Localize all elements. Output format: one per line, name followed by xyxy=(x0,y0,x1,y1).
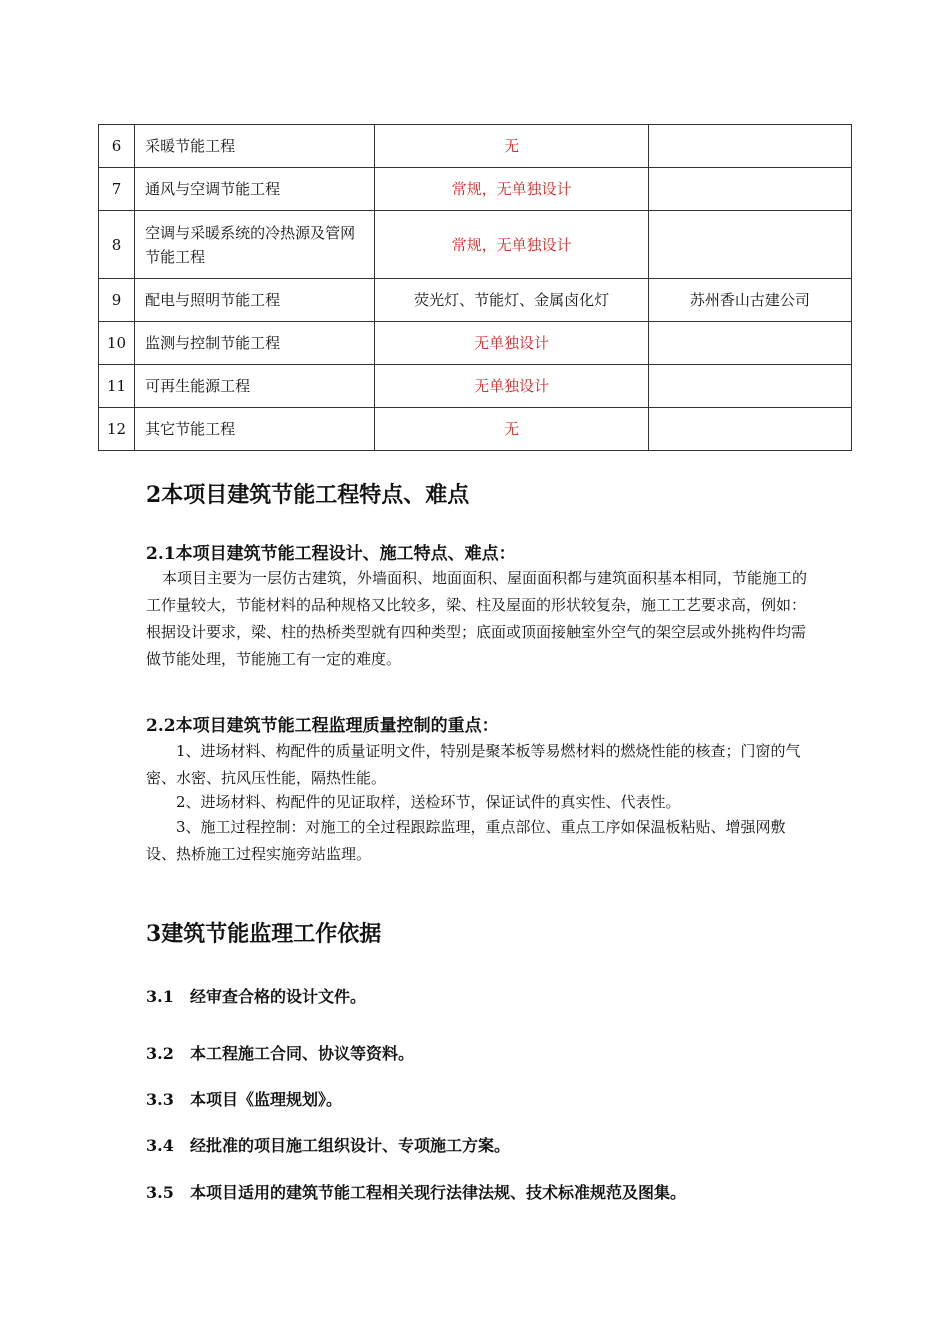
work-name: 监测与控制节能工程 xyxy=(135,322,375,365)
row-number: 7 xyxy=(99,168,135,211)
basis-item xyxy=(146,1180,686,1203)
section-3-title: 3建筑节能监理工作依据 xyxy=(146,921,382,947)
construction-unit xyxy=(648,408,851,451)
table-row xyxy=(99,168,852,211)
design-note: 无单独设计 xyxy=(375,365,648,408)
construction-unit: 苏州香山古建公司 xyxy=(648,279,851,322)
row-number: 12 xyxy=(99,408,135,451)
work-name: 其它节能工程 xyxy=(135,408,375,451)
design-note: 常规，无单独设计 xyxy=(375,211,648,279)
work-name: 配电与照明节能工程 xyxy=(135,279,375,322)
basis-number: 3.3 xyxy=(146,1090,174,1109)
design-note: 无 xyxy=(375,408,648,451)
construction-unit xyxy=(648,365,851,408)
section-2-1-body: 本项目主要为一层仿古建筑，外墙面积、地面面积、屋面面积都与建筑面积基本相同，节能施工的工作量较大，节能材料的品种规格又比较多，梁、柱及屋面的形状较复杂，施工工艺要求高，例如：根据设计要求，梁、柱的热桥类型就有四种类型；底面或顶面接触室外空气的架空层或外挑构件均需做节能处理，节能施工有一定的难度。 xyxy=(146,569,808,668)
table-row xyxy=(99,211,852,279)
table-row xyxy=(99,322,852,365)
table-row xyxy=(99,365,852,408)
basis-text: 本项目适用的建筑节能工程相关现行法律法规、技术标准规范及图集。 xyxy=(190,1183,687,1202)
row-number: 10 xyxy=(99,322,135,365)
section-2-2-item-1: 1、进场材料、构配件的质量证明文件，特别是聚苯板等易燃材料的燃烧性能的核查；门窗的气密、水密、抗风压性能，隔热性能。 xyxy=(146,742,801,787)
row-number: 11 xyxy=(99,365,135,408)
basis-item xyxy=(146,1133,510,1156)
basis-item xyxy=(146,1087,342,1110)
table-row xyxy=(99,408,852,451)
energy-works-table xyxy=(98,124,852,451)
table-row xyxy=(99,125,852,168)
row-number: 9 xyxy=(99,279,135,322)
basis-item xyxy=(146,1041,414,1064)
work-name: 可再生能源工程 xyxy=(135,365,375,408)
section-2-2-title: 2.2本项目建筑节能工程监理质量控制的重点： xyxy=(146,716,499,736)
basis-text: 经审查合格的设计文件。 xyxy=(190,987,367,1006)
table-row xyxy=(99,279,852,322)
construction-unit xyxy=(648,322,851,365)
section-2-2-item-2: 2、进场材料、构配件的见证取样，送检环节，保证试件的真实性、代表性。 xyxy=(176,793,681,811)
basis-text: 本工程施工合同、协议等资料。 xyxy=(190,1044,415,1063)
work-name: 空调与采暖系统的冷热源及管网节能工程 xyxy=(135,211,375,279)
basis-number: 3.1 xyxy=(146,987,174,1006)
basis-number: 3.5 xyxy=(146,1183,174,1202)
construction-unit xyxy=(648,168,851,211)
row-number: 8 xyxy=(99,211,135,279)
basis-number: 3.2 xyxy=(146,1044,174,1063)
basis-text: 本项目《监理规划》。 xyxy=(190,1090,343,1109)
row-number: 6 xyxy=(99,125,135,168)
section-2-2-item-3: 3、施工过程控制：对施工的全过程跟踪监理，重点部位、重点工序如保温板粘贴、增强网敷设、热桥施工过程实施旁站监理。 xyxy=(146,818,786,863)
design-note: 荧光灯、节能灯、金属卤化灯 xyxy=(375,279,648,322)
work-name: 采暖节能工程 xyxy=(135,125,375,168)
work-name: 通风与空调节能工程 xyxy=(135,168,375,211)
section-2-1-title: 2.1本项目建筑节能工程设计、施工特点、难点： xyxy=(146,544,516,564)
construction-unit xyxy=(648,125,851,168)
design-note: 常规，无单独设计 xyxy=(375,168,648,211)
design-note: 无 xyxy=(375,125,648,168)
basis-number: 3.4 xyxy=(146,1136,174,1155)
basis-item xyxy=(146,984,366,1007)
basis-text: 经批准的项目施工组织设计、专项施工方案。 xyxy=(190,1136,511,1155)
construction-unit xyxy=(648,211,851,279)
design-note: 无单独设计 xyxy=(375,322,648,365)
section-2-title: 2本项目建筑节能工程特点、难点 xyxy=(146,482,470,508)
